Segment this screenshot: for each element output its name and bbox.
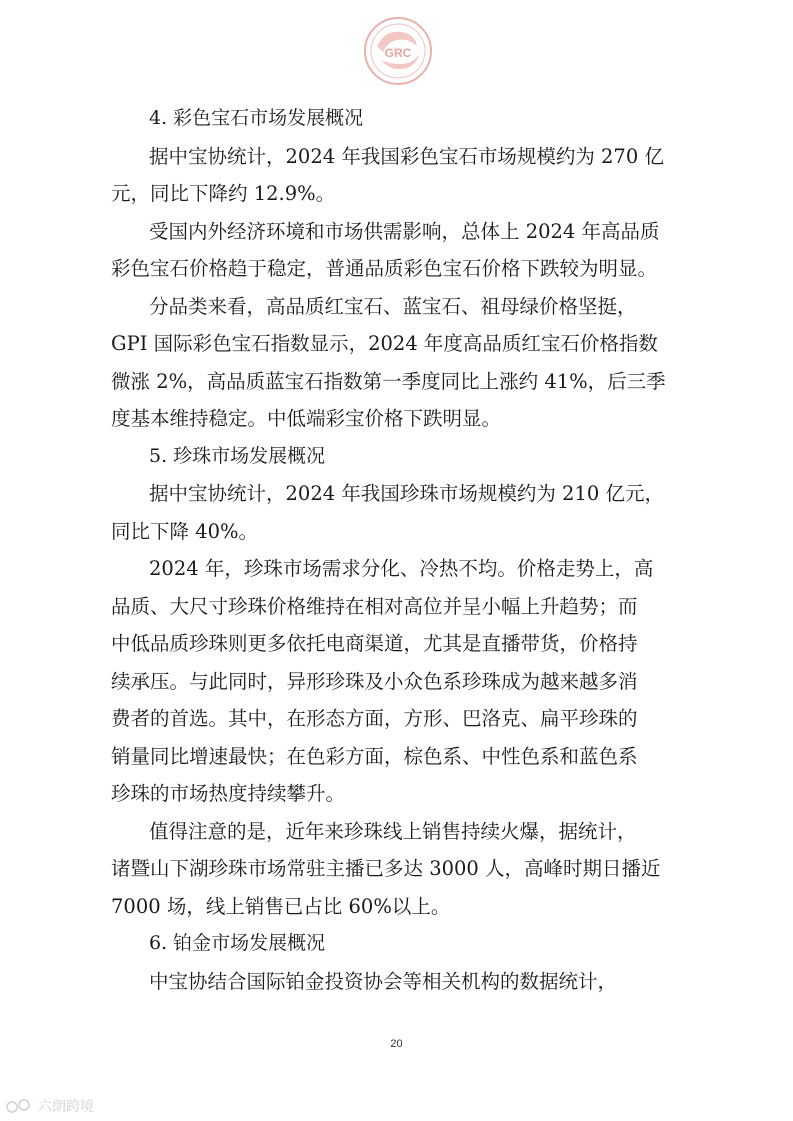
text-line: 元，同比下降约 12.9%。 xyxy=(111,182,336,205)
section-heading: 5. 珍珠市场发展概况 xyxy=(149,444,326,467)
text-line: 据中宝协统计，2024 年我国彩色宝石市场规模约为 270 亿 xyxy=(149,144,664,168)
text-line: 彩色宝石价格趋于稳定，普通品质彩色宝石价格下跌较为明显。 xyxy=(111,257,658,280)
logo-text: GRC xyxy=(384,46,412,60)
text-line: 费者的首选。其中，在形态方面，方形、巴洛克、扁平珍珠的 xyxy=(111,707,638,730)
text-line: 续承压。与此同时，异形珍珠及小众色系珍珠成为越来越多消 xyxy=(111,669,638,693)
section-heading: 4. 彩色宝石市场发展概况 xyxy=(149,107,364,129)
paragraph xyxy=(111,213,689,288)
text-line: 7000 场，线上销售已占比 60%以上。 xyxy=(111,894,451,918)
text-line: 同比下降 40%。 xyxy=(111,519,259,543)
paragraph xyxy=(111,138,689,213)
text-line: 诸暨山下湖珍珠市场常驻主播已多达 3000 人，高峰时期日播近 xyxy=(111,857,661,880)
text-line: 微涨 2%，高品质蓝宝石指数第一季度同比上涨约 41%，后三季 xyxy=(111,369,666,393)
text-line: 中宝协结合国际铂金投资协会等相关机构的数据统计， xyxy=(149,969,618,993)
page-number: 20 xyxy=(390,1038,403,1050)
text-line: 珍珠的市场热度持续攀升。 xyxy=(111,782,346,805)
paragraph xyxy=(111,963,689,1001)
watermark xyxy=(6,1095,94,1117)
text-line: 销量同比增速最快；在色彩方面，棕色系、中性色系和蓝色系 xyxy=(111,744,638,768)
text-line: 受国内外经济环境和市场供需影响，总体上 2024 年高品质 xyxy=(149,219,660,243)
watermark-icon xyxy=(6,1098,34,1114)
paragraph xyxy=(111,813,689,926)
text-line: 分品类来看，高品质红宝石、蓝宝石、祖母绿价格坚挺， xyxy=(149,294,637,318)
text-line: 2024 年，珍珠市场需求分化、冷热不均。价格走势上，高 xyxy=(149,557,654,580)
text-line: 度基本维持稳定。中低端彩宝价格下跌明显。 xyxy=(111,407,502,430)
text-line: GPI 国际彩色宝石指数显示，2024 年度高品质红宝石价格指数 xyxy=(111,332,658,355)
text-line: 品质、大尺寸珍珠价格维持在相对高位并呈小幅上升趋势；而 xyxy=(111,594,638,618)
section-heading: 6. 铂金市场发展概况 xyxy=(149,932,326,954)
text-line: 值得注意的是，近年来珍珠线上销售持续火爆，据统计， xyxy=(149,819,637,843)
paragraph xyxy=(111,475,689,550)
paragraph xyxy=(111,550,689,813)
text-line: 据中宝协统计，2024 年我国珍珠市场规模约为 210 亿元， xyxy=(149,482,664,505)
association-seal-logo xyxy=(363,16,433,86)
document-body xyxy=(111,100,689,1000)
paragraph xyxy=(111,288,689,438)
text-line: 中低品质珍珠则更多依托电商渠道，尤其是直播带货，价格持 xyxy=(111,632,638,655)
watermark-text: 六朗跨境 xyxy=(38,1099,94,1115)
